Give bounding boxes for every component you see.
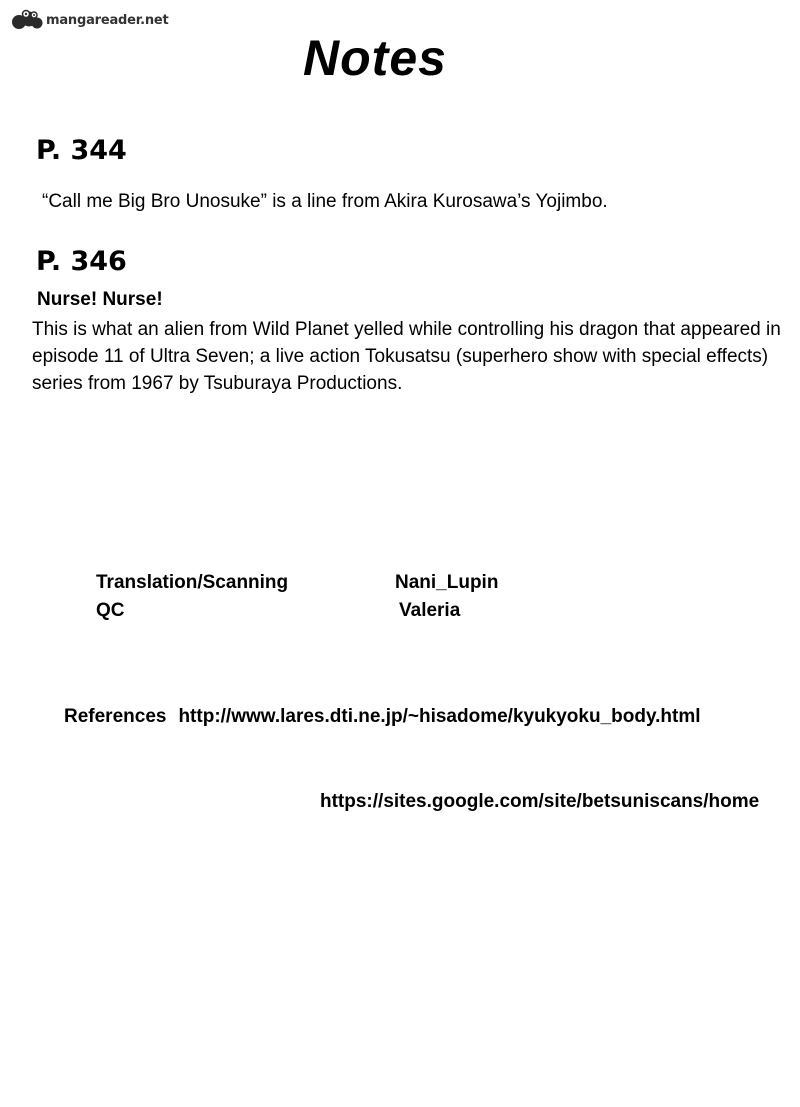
note-text-p344: “Call me Big Bro Unosuke” is a line from Akira Kurosawa’s Yojimbo.: [42, 191, 608, 212]
credit-role-qc: QC: [96, 600, 125, 621]
page-title: Notes: [303, 30, 447, 86]
site-url-link[interactable]: https://sites.google.com/site/betsuniscans/home: [320, 791, 760, 812]
references-url[interactable]: http://www.lares.dti.ne.jp/~hisadome/kyukyoku_body.html: [178, 706, 701, 727]
references-label: References: [64, 706, 167, 727]
section-heading-p346: P. 346: [36, 246, 127, 277]
credit-name-qc: Valeria: [399, 600, 461, 621]
note-text-p346: This is what an alien from Wild Planet yelled while controlling his dragon that appeared in episode 11 of Ultra Seven; a live action Tokusatsu (superhero show with special effects) series from 1967 by Tsuburaya Productions.: [32, 319, 781, 394]
references-line: [64, 704, 701, 730]
note-subheading-p346: Nurse! Nurse!: [37, 289, 163, 310]
credit-name-translation: Nani_Lupin: [395, 572, 499, 593]
credit-role-translation: Translation/Scanning: [96, 572, 289, 593]
watermark-text: mangareader.net: [46, 12, 169, 28]
section-heading-p344: P. 344: [36, 135, 127, 166]
